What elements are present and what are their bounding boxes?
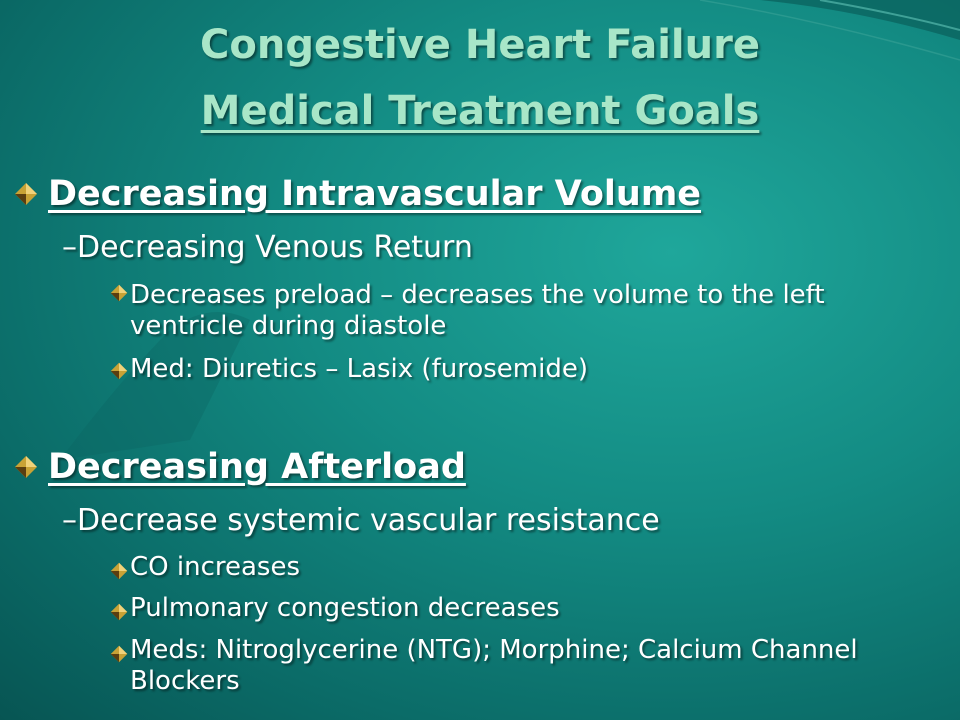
diamond-bullet-icon [14, 182, 38, 206]
subpoint-systemic-resistance: –Decrease systemic vascular resistance [62, 503, 660, 538]
diamond-bullet-icon [110, 562, 128, 580]
diamond-bullet-icon [110, 284, 128, 302]
subpoint-venous-return: –Decreasing Venous Return [62, 230, 473, 265]
section-heading-afterload: Decreasing Afterload [48, 447, 466, 487]
bullet-co-increases: CO increases [130, 552, 301, 582]
bullet-meds-afterload: Meds: Nitroglycerine (NTG); Morphine; Calcium Channel Blockers [130, 635, 858, 696]
diamond-bullet-icon [110, 362, 128, 380]
slide-title-line2: Medical Treatment Goals [200, 88, 760, 134]
bullet-diuretics: Med: Diuretics – Lasix (furosemide) [130, 354, 588, 384]
diamond-bullet-icon [110, 603, 128, 621]
bullet-preload: Decreases preload – decreases the volume to the left ventricle during diastole [130, 280, 825, 341]
section-heading-intravascular: Decreasing Intravascular Volume [48, 174, 702, 214]
slide-title-line1: Congestive Heart Failure [200, 22, 760, 68]
diamond-bullet-icon [110, 645, 128, 663]
bullet-pulmonary-congestion: Pulmonary congestion decreases [130, 593, 560, 623]
diamond-bullet-icon [14, 455, 38, 479]
